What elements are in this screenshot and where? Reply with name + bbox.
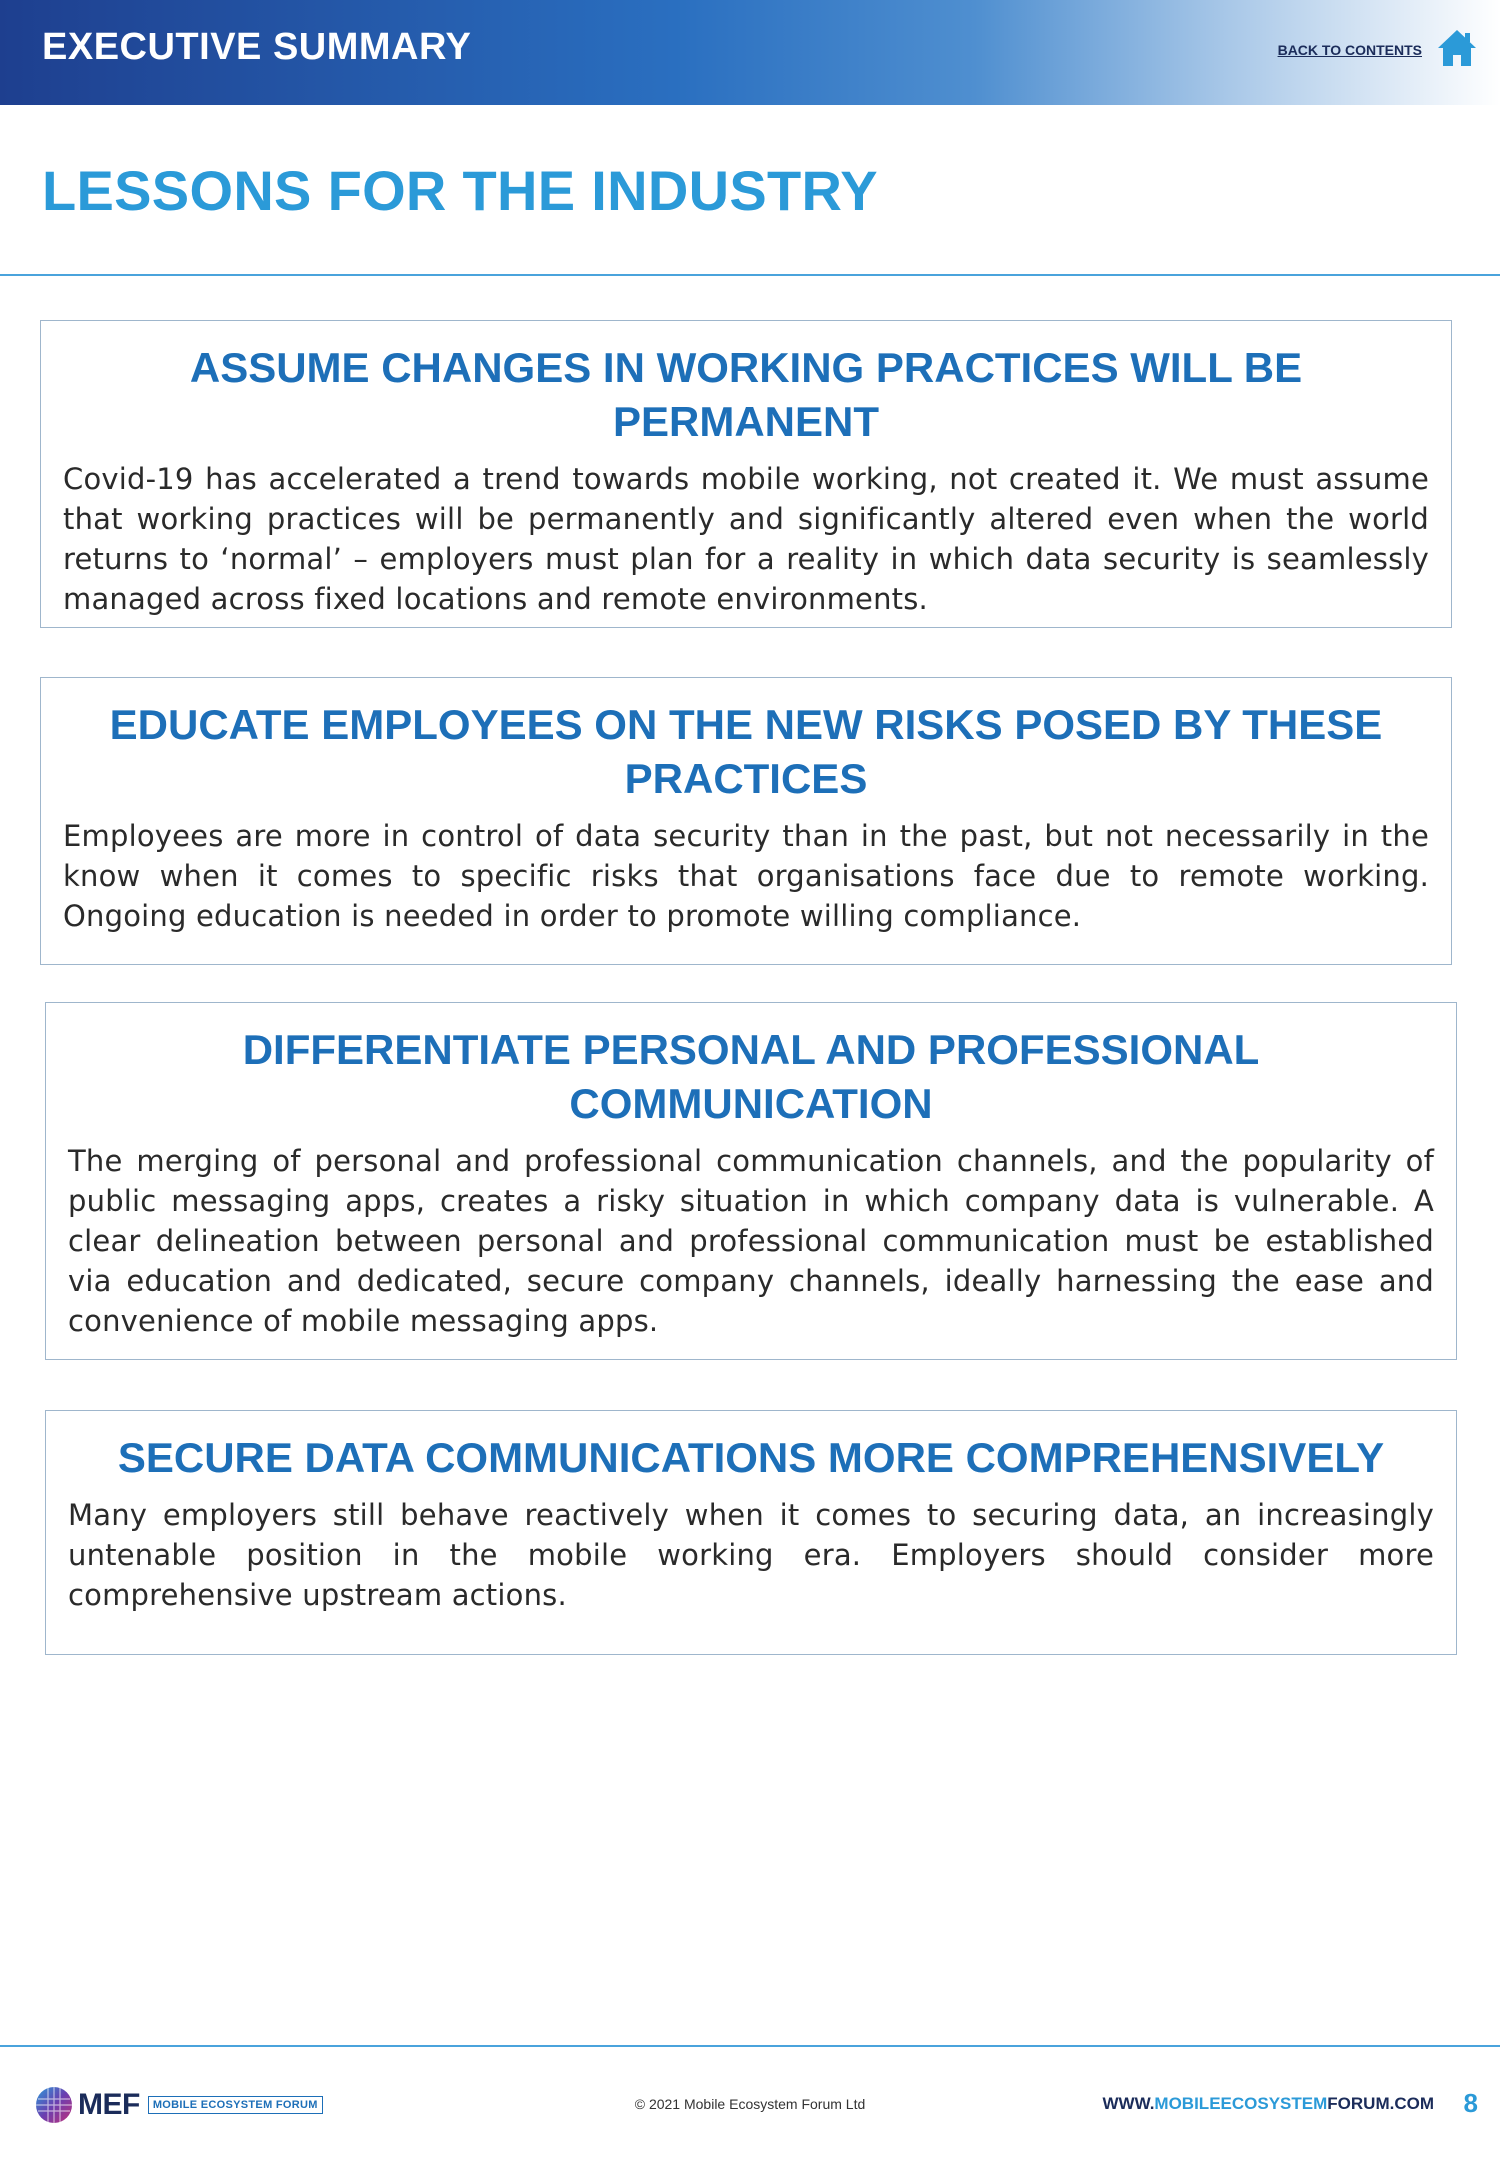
lesson-box-2 xyxy=(40,677,1452,965)
lesson-body: Employees are more in control of data security than in the past, but not necessarily in the know when it comes to specific risks that organisations face due to remote working. Ongoing education is needed in order to promote willing compliance. xyxy=(63,819,1429,933)
lesson-body: Many employers still behave reactively when it comes to securing data, an increasingly untenable position in the mobile working era. Employers should consider more comprehensive upstream actions. xyxy=(68,1498,1434,1612)
section-title: EXECUTIVE SUMMARY xyxy=(42,26,472,68)
lesson-box-3 xyxy=(45,1002,1457,1360)
page-number: 8 xyxy=(1463,2088,1478,2118)
url-prefix: WWW. xyxy=(1102,2094,1155,2113)
url-middle: FORUM xyxy=(1327,2094,1390,2113)
url-highlight: MOBILEECOSYSTEM xyxy=(1154,2094,1328,2113)
copyright-text: © 2021 Mobile Ecosystem Forum Ltd xyxy=(634,2096,866,2112)
lesson-title: ASSUME CHANGES IN WORKING PRACTICES WILL BE PERMANENT xyxy=(189,344,1303,445)
lesson-box-4 xyxy=(45,1410,1457,1655)
back-to-contents-link[interactable]: BACK TO CONTENTS xyxy=(1277,42,1422,58)
website-url[interactable] xyxy=(1103,2094,1435,2114)
page-title: LESSONS FOR THE INDUSTRY xyxy=(42,159,878,222)
logo-text: MEF xyxy=(78,2088,140,2121)
url-suffix: .COM xyxy=(1389,2094,1434,2113)
footer-divider xyxy=(0,2045,1500,2047)
lesson-title: EDUCATE EMPLOYEES ON THE NEW RISKS POSED BY THESE PRACTICES xyxy=(109,701,1383,802)
lesson-box-1 xyxy=(40,320,1452,628)
heading-divider xyxy=(0,274,1500,276)
lesson-title: DIFFERENTIATE PERSONAL AND PROFESSIONAL COMMUNICATION xyxy=(242,1026,1260,1127)
header-banner xyxy=(0,0,1500,105)
lesson-title: SECURE DATA COMMUNICATIONS MORE COMPREHENSIVELY xyxy=(117,1434,1385,1481)
lesson-body: Covid-19 has accelerated a trend towards mobile working, not created it. We must assume that working practices will be permanently and significantly altered even when the world returns to ‘normal’ – employers must plan for a reality in which data security is seamlessly managed across fixed locations and remote environments. xyxy=(63,462,1429,616)
logo-tagline: MOBILE ECOSYSTEM FORUM xyxy=(148,2096,323,2114)
home-icon[interactable] xyxy=(1436,28,1478,68)
lesson-body: The merging of personal and professional communication channels, and the popularity of public messaging apps, creates a risky situation in which company data is vulnerable. A clear delineation between personal and professional communication must be established via education and dedicated, secure company channels, ideally harnessing the ease and convenience of mobile messaging apps. xyxy=(68,1144,1434,1338)
